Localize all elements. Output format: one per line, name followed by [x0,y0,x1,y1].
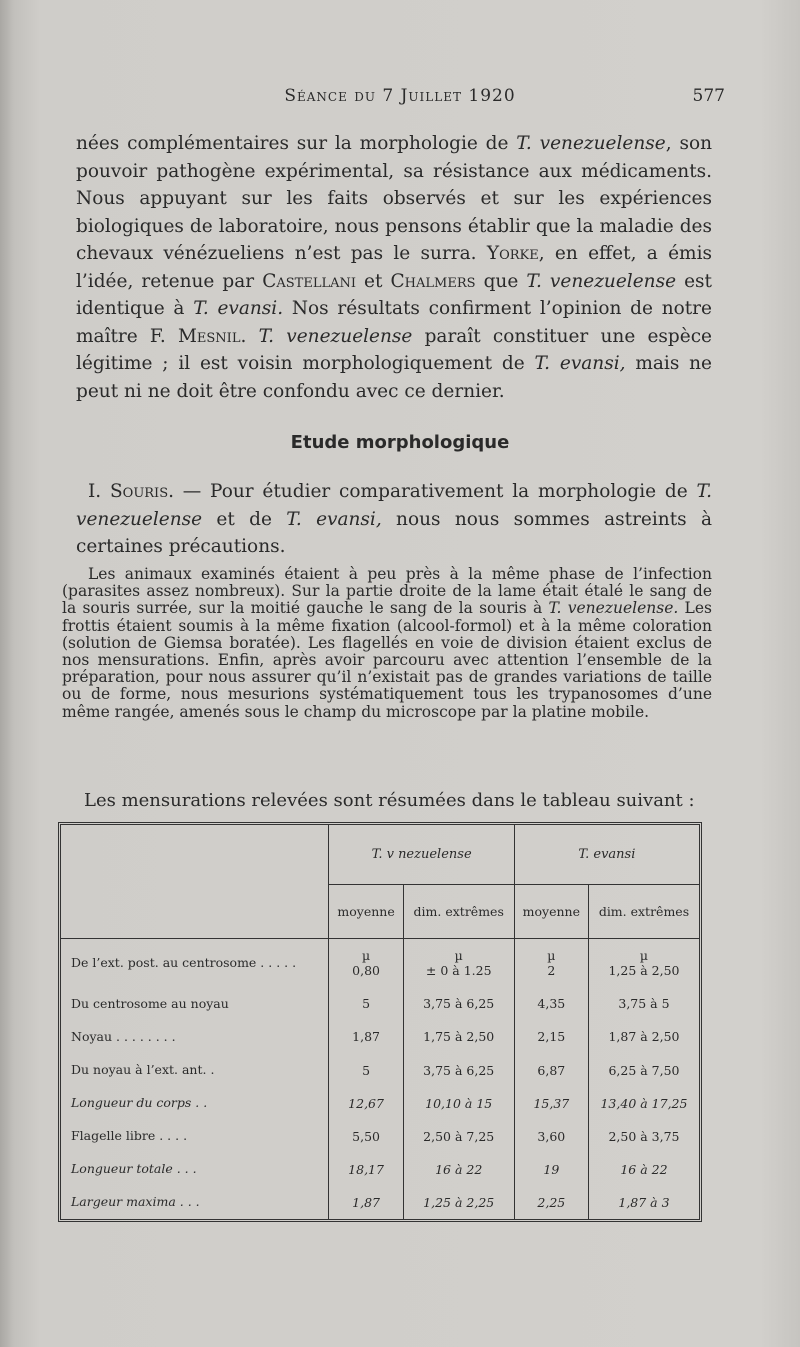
venezuelense-mean: 18,17 [329,1153,403,1186]
author-name: Chalmers [390,270,476,292]
venezuelense-range: 10,10 à 15 [403,1087,514,1120]
venezuelense-range: 16 à 22 [403,1153,514,1186]
evansi-range: 1,87 à 3 [588,1186,699,1219]
venezuelense-mean: µ 0,80 [329,938,403,987]
species-name: T. evansi, [534,353,626,374]
text-run: Les frottis étaient soumis à la même fixation (alcool-formol) et à la même coloration (solution de Giemsa boratée). Les flagellés en voie de division étaient exclus de nos mensurations. Enfin, après avoir parcouru avec attention l’ensemble de la préparation, pour nous assurer qu’il n’existait pas de grandes variations de taille ou de forme, nous mesurions systématiquement tous les trypanosomes d’une même rangée, amenés sous le champ du microscope par la platine mobile. [62,599,712,721]
col-header-venezuelense: T. v nezuelense [329,825,514,885]
venezuelense-mean: 5,50 [329,1120,403,1153]
measurement-table-grid [61,825,699,1219]
species-name: T. evansi, [286,508,382,530]
table-row [61,1020,699,1053]
section-heading: Etude morphologique [290,432,510,453]
species-name: T. venezuelense [76,481,712,530]
venezuelense-range: 1,25 à 2,25 [403,1186,514,1219]
evansi-mean: 15,37 [514,1087,588,1120]
venezuelense-mean: 1,87 [329,1020,403,1053]
venezuelense-range: µ ± 0 à 1.25 [403,938,514,987]
author-name: Mesnil. [177,325,247,347]
text-run [246,326,258,347]
text-run: — Pour étudier comparativement la morphologie de [173,481,697,502]
running-title: Séance du 7 Juillet 1920 [284,86,516,106]
venezuelense-range: 2,50 à 7,25 [403,1120,514,1153]
page-header [0,86,800,114]
evansi-mean: 19 [514,1153,588,1186]
evansi-mean: 3,60 [514,1120,588,1153]
subheader-dim-extremes: dim. extrêmes [403,885,514,938]
row-label: Longueur totale . . . [71,1161,197,1177]
measurement-table [58,822,702,1222]
subheader-moyenne: moyenne [514,885,588,938]
evansi-mean: 4,35 [514,987,588,1020]
row-label: Du centrosome au noyau [71,995,229,1011]
table-row [61,938,699,987]
row-label: Du noyau à l’ext. ant. . [71,1062,215,1078]
species-name: T. venezuelense [516,133,666,154]
text-run: , en effet, a émis l’idée, retenue par [76,243,712,292]
row-label: De l’ext. post. au centrosome . . . . . [71,954,297,970]
text-run: Nos résultats confirment l’opinion de notre maître F. [76,298,712,347]
table-row [61,1087,699,1120]
venezuelense-mean: 1,87 [329,1186,403,1219]
venezuelense-range: 1,75 à 2,50 [403,1020,514,1053]
text-run: , son pouvoir pathogène expérimental, sa résistance aux médicaments. Nous appuyant sur les faits observés et sur les expériences biologiques de laboratoire, nous pensons établir que la maladie des chevaux vénézueliens n’est pas le surra. [76,133,712,264]
evansi-range: 13,40 à 17,25 [588,1087,699,1120]
evansi-range: 2,50 à 3,75 [588,1120,699,1153]
subheader-dim-extremes: dim. extrêmes [588,885,699,938]
row-label: Longueur du corps . . [71,1095,208,1111]
table-row [61,1153,699,1186]
species-name: T. venezuelense. [548,599,679,618]
intro-paragraph [76,130,712,405]
col-header-evansi: T. evansi [514,825,699,885]
text-run: et de [202,508,287,530]
author-name: Castellani [262,270,356,292]
venezuelense-range: 3,75 à 6,25 [403,987,514,1020]
text-run: et [355,270,391,292]
text-run: est identique à [76,270,712,319]
evansi-range: 6,25 à 7,50 [588,1053,699,1086]
evansi-range: 16 à 22 [588,1153,699,1186]
venezuelense-mean: 5 [329,1053,403,1086]
subsection-title: Souris. [109,481,174,502]
methods-paragraph [62,566,712,721]
section-number: I. [88,481,110,502]
venezuelense-mean: 5 [329,987,403,1020]
venezuelense-mean: 12,67 [329,1087,403,1120]
table-row [61,1186,699,1219]
evansi-mean: 2,15 [514,1020,588,1053]
evansi-range: µ 1,25 à 2,50 [588,938,699,987]
text-run: paraît constituer une espèce légitime ; il est voisin morphologiquement de [76,325,713,374]
page-number: 577 [692,86,725,106]
table-header-row [61,825,699,885]
evansi-range: 3,75 à 5 [588,987,699,1020]
row-label: Flagelle libre . . . . [71,1128,188,1144]
evansi-mean: 2,25 [514,1186,588,1219]
evansi-range: 1,87 à 2,50 [588,1020,699,1053]
text-run: que [475,270,527,292]
text-run: nous nous sommes astreints à certaines précautions. [76,508,712,557]
table-row [61,987,699,1020]
table-row [61,1120,699,1153]
row-label: Largeur maxima . . . [71,1194,200,1210]
subheader-moyenne: moyenne [329,885,403,938]
text-run: Les animaux examinés étaient à peu près à la même phase de l’infection (parasites assez nombreux). Sur la partie droite de la lame était étalé le sang de la souris surrée, sur la moitié gauche le sang de la souris à [62,565,712,618]
species-name: T. venezuelense [526,270,677,292]
evansi-mean: 6,87 [514,1053,588,1086]
table-body [61,938,699,1219]
text-run: nées complémentaires sur la morphologie de [76,133,517,154]
row-label-header [61,825,329,938]
species-name: T. evansi. [193,298,284,319]
evansi-mean: µ 2 [514,938,588,987]
venezuelense-range: 3,75 à 6,25 [403,1053,514,1086]
species-name: T. venezuelense [258,325,413,347]
table-row [61,1053,699,1086]
souris-paragraph [76,478,712,561]
author-name: Yorke [486,243,539,264]
table-intro: Les mensurations relevées sont résumées dans le tableau suivant : [84,790,695,811]
row-label: Noyau . . . . . . . . [71,1028,176,1044]
text-run: mais ne peut ni ne doit être confondu avec ce dernier. [76,353,712,402]
